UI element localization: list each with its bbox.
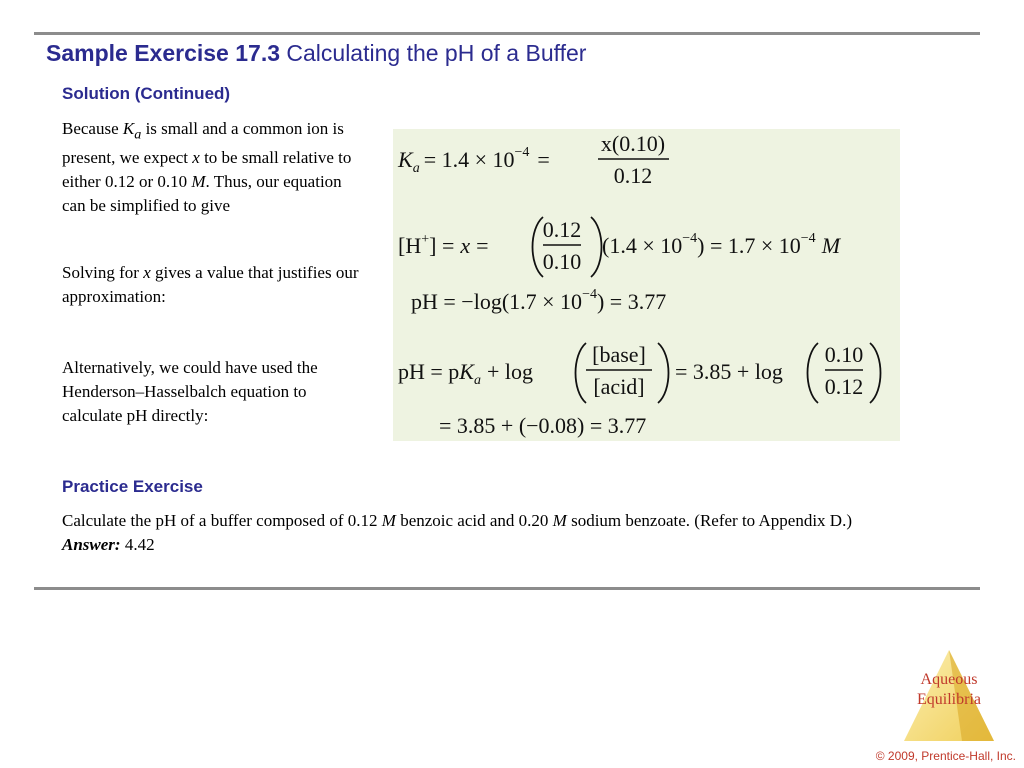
svg-text:Ka= 1.4 × 10−4=: $K_a = 1.4 \times 10^{-4}$ = bbox=[398, 145, 550, 176]
logo-line-1: Aqueous bbox=[920, 671, 978, 688]
svg-text:= 3.85 + log: = 3.85 + log bbox=[675, 359, 783, 384]
bottom-divider bbox=[34, 587, 980, 590]
equations-figure bbox=[393, 129, 900, 441]
title-exercise-number: Sample Exercise 17.3 bbox=[46, 40, 280, 66]
practice-problem bbox=[62, 509, 962, 557]
logo-text bbox=[902, 670, 996, 710]
svg-text:pH = −log(1.7 × 10−4) = 3.77: pH = $-\log(1.7 \times 10^{-4}) = 3.77$ bbox=[411, 287, 667, 314]
p1-text-d: . Thus, our equation can be simplified to give bbox=[62, 172, 342, 216]
top-divider bbox=[34, 32, 980, 35]
svg-text:[base]: [base] bbox=[592, 342, 646, 367]
solution-heading: Solution (Continued) bbox=[62, 84, 231, 103]
svg-text:pH = pKa+ log: pH = $pK_a + \log$ bbox=[398, 359, 534, 388]
p1-text-b: is small and a common ion is present, we expect bbox=[62, 119, 344, 168]
p1-molarity-symbol: M bbox=[191, 172, 206, 192]
practice-text-c: sodium benzoate. (Refer to Appendix D.) bbox=[571, 511, 852, 530]
solution-paragraph-3: Alternatively, we could have used the Henderson–Hasselbalch equation to calculate pH directly: bbox=[62, 358, 318, 425]
title-topic: Calculating the pH of a Buffer bbox=[286, 40, 587, 66]
svg-text:(1.4 × 10−4) = 1.7 × 10−4M: $(1.4 \times 10^{-4}) = 1.7 \times 10^{-4}$ M bbox=[602, 231, 841, 258]
p2-text-b: gives a value that justifies our approximation: bbox=[62, 263, 359, 306]
equation-ph-result bbox=[411, 287, 666, 314]
equation-hydronium bbox=[398, 217, 842, 277]
practice-molarity-1: M bbox=[381, 511, 396, 530]
p2-text-a: Solving for bbox=[62, 263, 139, 282]
equation-final-ph bbox=[439, 413, 646, 438]
equation-ka-expression bbox=[397, 131, 669, 188]
p1-ka-subscript: a bbox=[134, 126, 142, 143]
p1-x-symbol: x bbox=[192, 148, 200, 168]
p1-text-c: to be small relative to either 0.12 or 0.10 bbox=[62, 148, 352, 192]
svg-text:0.12: 0.12 bbox=[613, 163, 653, 188]
svg-text:= 3.85 + (−0.08) = 3.77: = 3.85 + (−0.08) = 3.77 bbox=[439, 413, 647, 438]
svg-text:0.10: 0.10 bbox=[542, 249, 582, 274]
equation-henderson-hasselbalch bbox=[398, 342, 881, 403]
p1-text-a: Because bbox=[62, 119, 119, 138]
svg-text:[H+] =x=: [H+] = x = bbox=[398, 232, 489, 258]
p1-ka-symbol: K bbox=[122, 119, 135, 138]
logo-line-2: Equilibria bbox=[917, 691, 981, 708]
chapter-logo bbox=[902, 648, 996, 743]
svg-text:0.12: 0.12 bbox=[542, 217, 582, 242]
solution-paragraph-1 bbox=[62, 117, 362, 218]
svg-text:0.10: 0.10 bbox=[824, 342, 864, 367]
equation-panel bbox=[393, 129, 900, 441]
answer-label: Answer: bbox=[62, 535, 121, 554]
svg-text:0.12: 0.12 bbox=[824, 374, 864, 399]
svg-text:[acid]: [acid] bbox=[593, 374, 645, 399]
answer-value: 4.42 bbox=[124, 535, 155, 554]
p2-x-symbol: x bbox=[143, 263, 151, 282]
practice-text-a: Calculate the pH of a buffer composed of 0.12 bbox=[62, 511, 378, 530]
practice-molarity-2: M bbox=[552, 511, 567, 530]
solution-paragraph-2 bbox=[62, 261, 362, 309]
practice-heading: Practice Exercise bbox=[62, 477, 203, 496]
page-title bbox=[46, 40, 586, 67]
svg-text:x(0.10): x(0.10) bbox=[600, 131, 666, 156]
practice-text-b: benzoic acid and 0.20 bbox=[400, 511, 549, 530]
copyright-notice: © 2009, Prentice-Hall, Inc. bbox=[875, 749, 1016, 763]
